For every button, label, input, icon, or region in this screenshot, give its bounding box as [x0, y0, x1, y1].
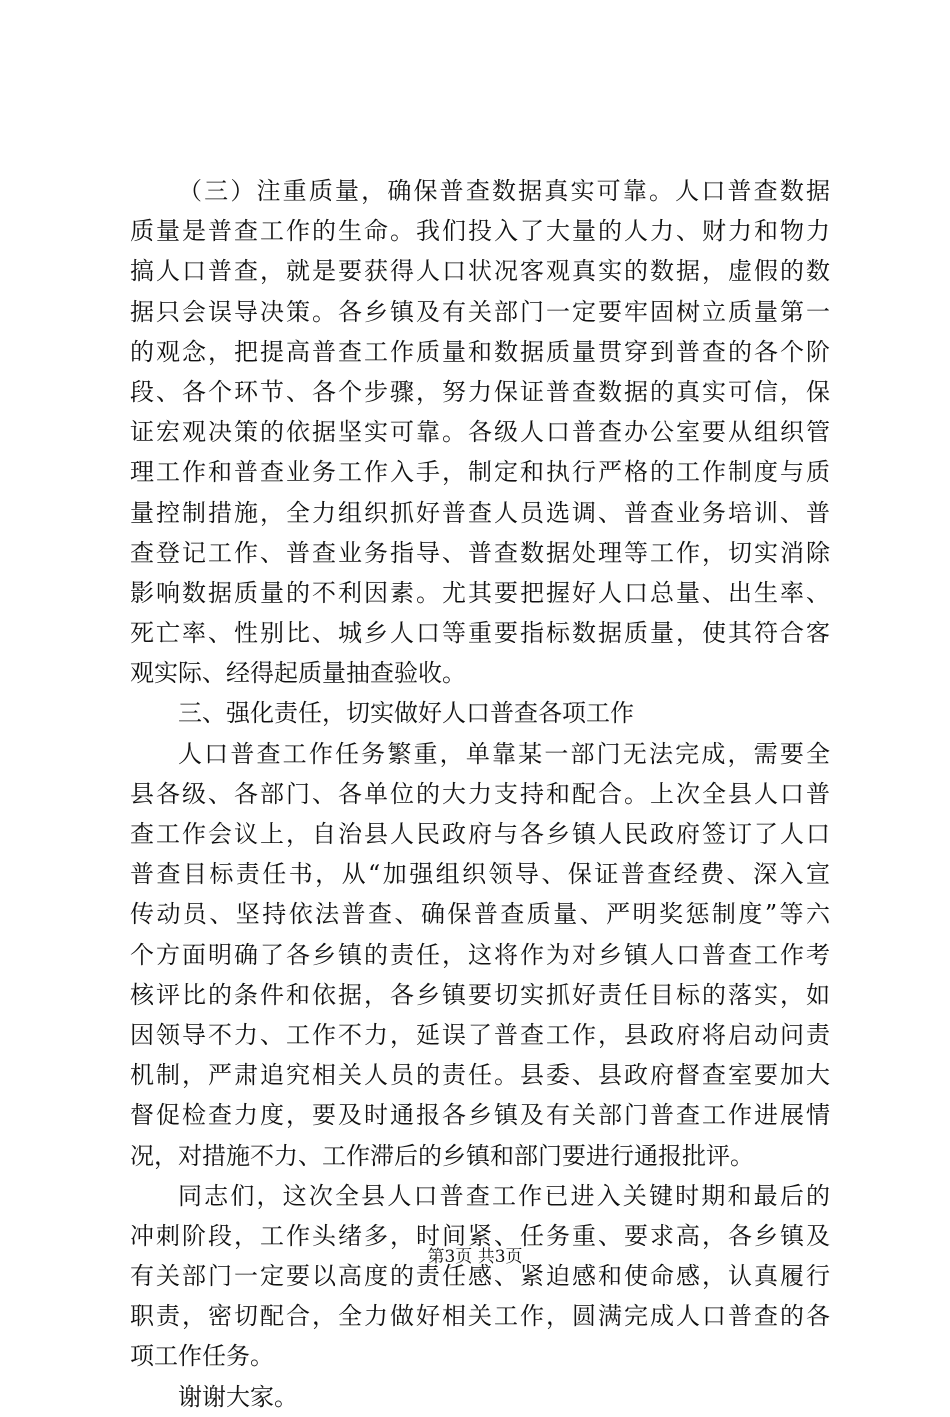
paragraph-line: 县各级、各部门、各单位的大力支持和配合。上次全县人口普 — [130, 779, 830, 808]
paragraph-line: （三）注重质量，确保普查数据真实可靠。人口普查数据 — [178, 177, 830, 205]
paragraph-line: 同志们，这次全县人口普查工作已进入关键时期和最后的 — [178, 1181, 830, 1210]
paragraph-line: 观实际、经得起质量抽查验收。 — [130, 659, 466, 688]
paragraph-line: 查工作会议上，自治县人民政府与各乡镇人民政府签订了人口 — [130, 820, 830, 848]
section-heading: 三、强化责任，切实做好人口普查各项工作 — [178, 699, 634, 728]
paragraph-line: 核评比的条件和依据，各乡镇要切实抓好责任目标的落实，如 — [130, 980, 830, 1009]
paragraph-line: 影响数据质量的不利因素。尤其要把握好人口总量、出生率、 — [130, 578, 830, 607]
paragraph-line: 况，对措施不力、工作滞后的乡镇和部门要进行通报批评。 — [130, 1141, 754, 1170]
paragraph-line: 段、各个环节、各个步骤，努力保证普查数据的真实可信，保 — [130, 377, 830, 406]
page-number-footer: 第3页 共3页 — [427, 1247, 523, 1267]
paragraph-line: 理工作和普查业务工作入手，制定和执行严格的工作制度与质 — [130, 458, 830, 487]
paragraph-line: 据只会误导决策。各乡镇及有关部门一定要牢固树立质量第一 — [130, 297, 830, 326]
paragraph-line: 搞人口普查，就是要获得人口状况客观真实的数据，虚假的数 — [130, 257, 830, 286]
paragraph-line: 冲刺阶段，工作头绪多，时间紧、任务重、要求高，各乡镇及 — [130, 1221, 830, 1250]
paragraph-line: 普查目标责任书，从“加强组织领导、保证普查经费、深入宣 — [130, 860, 830, 889]
paragraph-line: 有关部门一定要以高度的责任感、紧迫感和使命感，认真履行 — [130, 1262, 830, 1291]
closing-line: 谢谢大家。 — [178, 1382, 298, 1411]
paragraph-line: 量控制措施，全力组织抓好普查人员选调、普查业务培训、普 — [130, 498, 830, 527]
document-body — [130, 171, 830, 1417]
paragraph-line: 死亡率、性别比、城乡人口等重要指标数据质量，使其符合客 — [130, 619, 830, 648]
paragraph-line: 督促检查力度，要及时通报各乡镇及有关部门普查工作进展情 — [130, 1101, 830, 1130]
paragraph-line: 证宏观决策的依据坚实可靠。各级人口普查办公室要从组织管 — [130, 418, 830, 447]
paragraph-line: 的观念，把提高普查工作质量和数据质量贯穿到普查的各个阶 — [130, 337, 830, 366]
paragraph-line: 查登记工作、普查业务指导、普查数据处理等工作，切实消除 — [130, 538, 830, 567]
paragraph-line: 个方面明确了各乡镇的责任，这将作为对乡镇人口普查工作考 — [130, 940, 830, 969]
paragraph-line: 传动员、坚持依法普查、确保普查质量、严明奖惩制度”等六 — [130, 900, 830, 929]
paragraph-line: 项工作任务。 — [130, 1342, 274, 1371]
paragraph-line: 人口普查工作任务繁重，单靠某一部门无法完成，需要全 — [178, 739, 830, 768]
paragraph-line: 因领导不力、工作不力，延误了普查工作，县政府将启动问责 — [130, 1020, 830, 1049]
paragraph-line: 机制，严肃追究相关人员的责任。县委、县政府督查室要加大 — [130, 1061, 830, 1090]
paragraph-line: 质量是普查工作的生命。我们投入了大量的人力、财力和物力 — [130, 217, 830, 246]
paragraph-line: 职责，密切配合，全力做好相关工作，圆满完成人口普查的各 — [130, 1302, 830, 1331]
